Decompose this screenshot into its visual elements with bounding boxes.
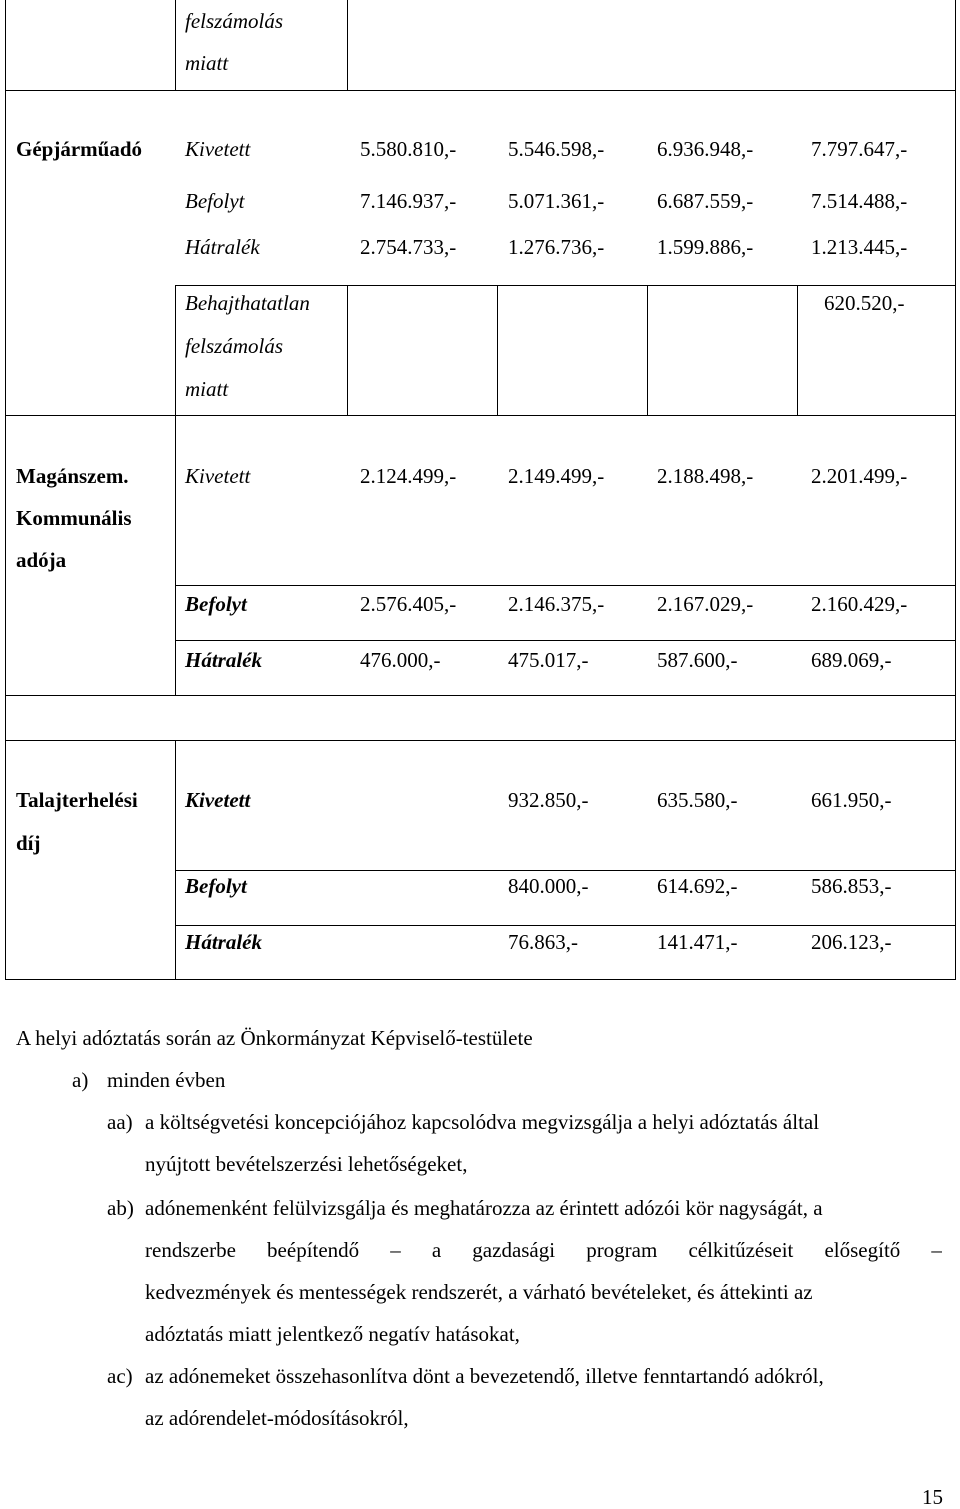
table-cell: 6.687.559,- (657, 189, 754, 213)
word: rendszerbe (145, 1238, 236, 1262)
table-cell: 620.520,- (824, 291, 905, 315)
list-item-text: minden évben (107, 1068, 226, 1092)
grid-line (497, 285, 498, 415)
table-cell: 614.692,- (657, 874, 738, 898)
grid-line (175, 285, 176, 415)
word: – (931, 1238, 942, 1262)
table-cell: 2.201.499,- (811, 464, 908, 488)
table-cell: 2.167.029,- (657, 592, 754, 616)
row-label-hatralek: Hátralék (185, 930, 262, 954)
table-cell: 2.576.405,- (360, 592, 457, 616)
row-label-behajthatatlan: felszámolás (185, 334, 284, 358)
grid-line (175, 925, 955, 926)
table-cell: 1.213.445,- (811, 235, 908, 259)
row-label-behajthatatlan: miatt (185, 377, 229, 401)
category-label-maganszem: adója (16, 548, 67, 572)
row-label-hatralek: Hátralék (185, 235, 260, 259)
list-marker: aa) (107, 1110, 133, 1134)
grid-line (797, 285, 798, 415)
word: program (586, 1238, 658, 1262)
list-marker: ac) (107, 1364, 133, 1388)
page-number: 15 (922, 1485, 943, 1509)
table-cell: 476.000,- (360, 648, 441, 672)
table-cell: 5.071.361,- (508, 189, 605, 213)
category-label-talajterhelesi: díj (16, 831, 41, 855)
table-cell: 1.599.886,- (657, 235, 754, 259)
table-cell: 2.146.375,- (508, 592, 605, 616)
list-item-text: a költségvetési koncepciójához kapcsolódva megvizsgálja a helyi adóztatás által (145, 1110, 820, 1134)
grid-line (955, 0, 956, 980)
list-item-text: adónemenként felülvizsgálja és meghatározza az érintett adózói kör nagyságát, a (145, 1196, 823, 1220)
grid-line (175, 740, 176, 980)
category-label-gepjarmu: Gépjárműadó (16, 137, 142, 161)
justified-line (145, 1238, 942, 1262)
cell-continued-label: felszámolás (185, 9, 284, 33)
grid-line (175, 870, 955, 871)
grid-line (175, 415, 176, 695)
word: célkitűzéseit (688, 1238, 794, 1262)
cell-continued-label: miatt (185, 51, 229, 75)
row-label-kivetett: Kivetett (185, 788, 251, 812)
row-label-kivetett: Kivetett (185, 137, 251, 161)
grid-line (5, 740, 955, 741)
list-marker: ab) (107, 1196, 134, 1220)
list-item-text: adóztatás miatt jelentkező negatív hatásokat, (145, 1322, 520, 1346)
table-cell: 6.936.948,- (657, 137, 754, 161)
table-cell: 2.188.498,- (657, 464, 754, 488)
table-cell: 206.123,- (811, 930, 892, 954)
grid-line (5, 90, 955, 91)
table-cell: 587.600,- (657, 648, 738, 672)
grid-line (175, 585, 955, 586)
word: elősegítő (824, 1238, 901, 1262)
table-cell: 689.069,- (811, 648, 892, 672)
list-item-text: az adónemeket összehasonlítva dönt a bevezetendő, illetve fenntartandó adókról, (145, 1364, 824, 1388)
table-cell: 5.580.810,- (360, 137, 457, 161)
list-item-text: az adórendelet-módosításokról, (145, 1406, 409, 1430)
row-label-befolyt: Befolyt (185, 874, 247, 898)
grid-line (5, 0, 6, 90)
row-label-kivetett: Kivetett (185, 464, 251, 488)
word: a (431, 1238, 442, 1262)
category-label-talajterhelesi: Talajterhelési (16, 788, 138, 812)
table-cell: 76.863,- (508, 930, 578, 954)
grid-line (647, 285, 648, 415)
table-cell: 2.754.733,- (360, 235, 457, 259)
category-label-maganszem: Magánszem. (16, 464, 129, 488)
word: beépítendő (267, 1238, 360, 1262)
list-marker: a) (72, 1068, 89, 1092)
table-cell: 2.124.499,- (360, 464, 457, 488)
table-cell: 2.149.499,- (508, 464, 605, 488)
table-cell: 7.146.937,- (360, 189, 457, 213)
grid-line (347, 285, 348, 415)
table-cell: 1.276.736,- (508, 235, 605, 259)
word: gazdasági (472, 1238, 556, 1262)
table-cell: 5.546.598,- (508, 137, 605, 161)
table-cell: 635.580,- (657, 788, 738, 812)
list-item-text: kedvezmények és mentességek rendszerét, a várható bevételeket, és áttekinti az (145, 1280, 813, 1304)
list-item-text: nyújtott bevételszerzési lehetőségeket, (145, 1152, 468, 1176)
table-cell: 586.853,- (811, 874, 892, 898)
grid-line (175, 640, 955, 641)
word: – (390, 1238, 401, 1262)
row-label-behajthatatlan: Behajthatatlan (185, 291, 310, 315)
row-label-hatralek: Hátralék (185, 648, 262, 672)
category-label-maganszem: Kommunális (16, 506, 132, 530)
table-cell: 475.017,- (508, 648, 589, 672)
table-cell: 141.471,- (657, 930, 738, 954)
grid-line (5, 695, 955, 696)
grid-line (175, 285, 955, 286)
grid-line (5, 90, 6, 980)
intro-paragraph: A helyi adóztatás során az Önkormányzat Képviselő-testülete (16, 1026, 533, 1050)
grid-line (347, 0, 348, 90)
grid-line (5, 979, 955, 980)
grid-line (175, 0, 176, 90)
row-label-befolyt: Befolyt (185, 189, 245, 213)
table-cell: 2.160.429,- (811, 592, 908, 616)
table-cell: 840.000,- (508, 874, 589, 898)
table-cell: 661.950,- (811, 788, 892, 812)
table-cell: 932.850,- (508, 788, 589, 812)
table-cell: 7.514.488,- (811, 189, 908, 213)
row-label-befolyt: Befolyt (185, 592, 247, 616)
grid-line (5, 415, 955, 416)
table-cell: 7.797.647,- (811, 137, 908, 161)
